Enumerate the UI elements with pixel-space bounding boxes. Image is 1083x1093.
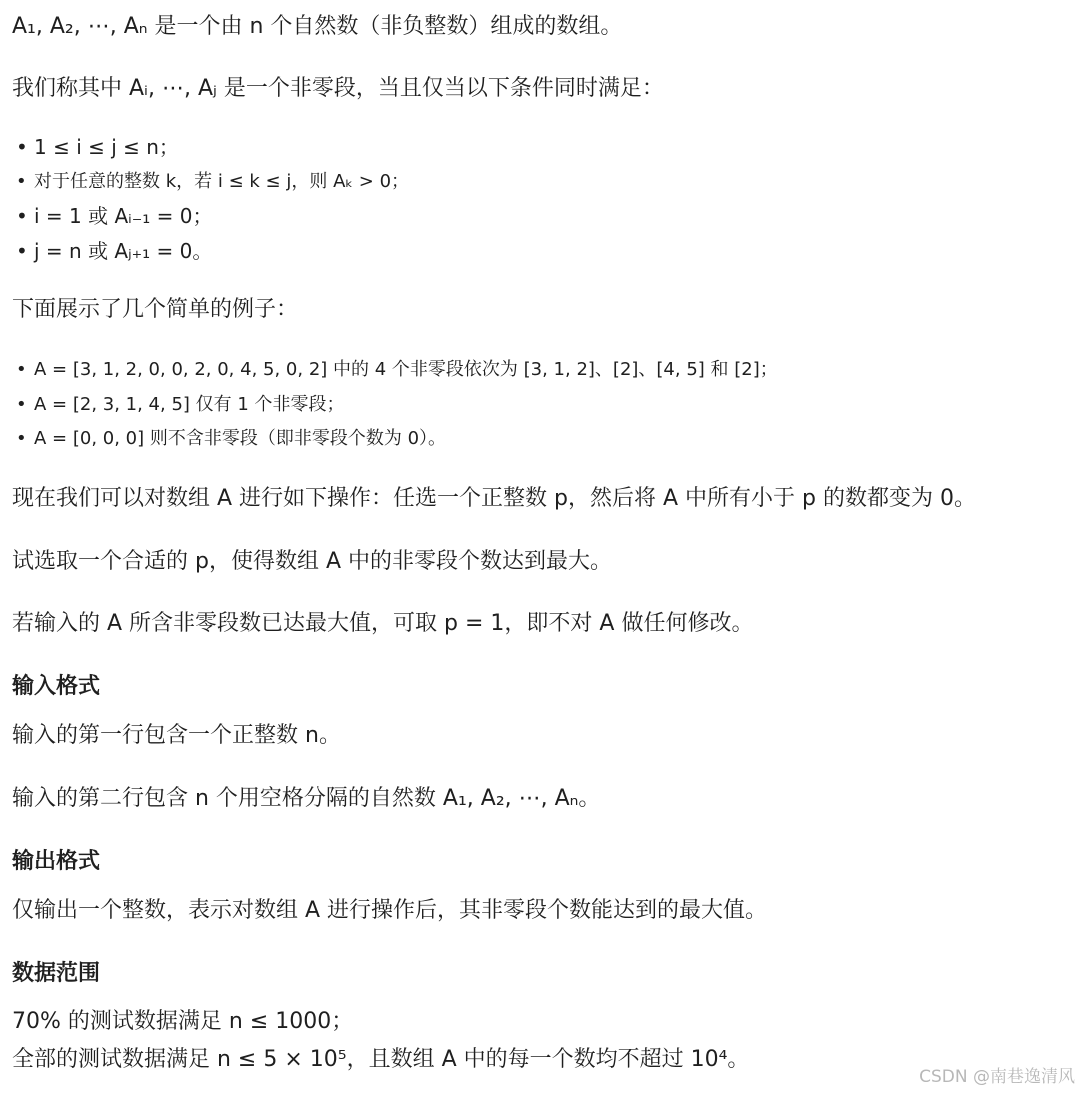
intro-paragraph-2: 我们称其中 Aᵢ, ⋯, Aⱼ 是一个非零段，当且仅当以下条件同时满足： bbox=[12, 76, 664, 101]
example-item: • A = [0, 0, 0] 则不含非零段（即非零段个数为 0）。 bbox=[34, 424, 446, 454]
condition-item: • 对于任意的整数 k，若 i ≤ k ≤ j，则 Aₖ > 0； bbox=[34, 167, 409, 197]
range-line-2: 全部的测试数据满足 n ≤ 5 × 10⁵，且数组 A 中的每一个数均不超过 10⁴。 bbox=[12, 1047, 750, 1072]
note-paragraph: 若输入的 A 所含非零段数已达最大值，可取 p = 1，即不对 A 做任何修改。 bbox=[12, 611, 754, 636]
intro-paragraph-1: A₁, A₂, ⋯, Aₙ 是一个由 n 个自然数（非负整数）组成的数组。 bbox=[12, 14, 623, 39]
condition-item: • j = n 或 Aⱼ₊₁ = 0。 bbox=[34, 236, 212, 266]
example-item: • A = [3, 1, 2, 0, 0, 2, 0, 4, 5, 0, 2] 中的 4 个非零段依次为 [3, 1, 2]、[2]、[4, 5] 和 [2]； bbox=[34, 355, 778, 385]
watermark: CSDN @南巷逸清风 bbox=[919, 1067, 1075, 1087]
input-line-1: 输入的第一行包含一个正整数 n。 bbox=[12, 723, 341, 748]
goal-paragraph: 试选取一个合适的 p，使得数组 A 中的非零段个数达到最大。 bbox=[12, 549, 612, 574]
data-range-heading: 数据范围 bbox=[12, 961, 101, 986]
input-line-2: 输入的第二行包含 n 个用空格分隔的自然数 A₁, A₂, ⋯, Aₙ。 bbox=[12, 786, 601, 811]
examples-intro: 下面展示了几个简单的例子： bbox=[12, 297, 299, 322]
input-format-heading: 输入格式 bbox=[12, 674, 101, 699]
condition-item: • 1 ≤ i ≤ j ≤ n； bbox=[34, 132, 179, 162]
condition-item: • i = 1 或 Aᵢ₋₁ = 0； bbox=[34, 201, 213, 231]
output-format-heading: 输出格式 bbox=[12, 849, 101, 874]
range-line-1: 70% 的测试数据满足 n ≤ 1000； bbox=[12, 1009, 354, 1034]
operation-paragraph: 现在我们可以对数组 A 进行如下操作：任选一个正整数 p，然后将 A 中所有小于 p 的数都变为 0。 bbox=[12, 486, 976, 511]
output-line-1: 仅输出一个整数，表示对数组 A 进行操作后，其非零段个数能达到的最大值。 bbox=[12, 898, 768, 923]
example-item: • A = [2, 3, 1, 4, 5] 仅有 1 个非零段； bbox=[34, 390, 345, 420]
